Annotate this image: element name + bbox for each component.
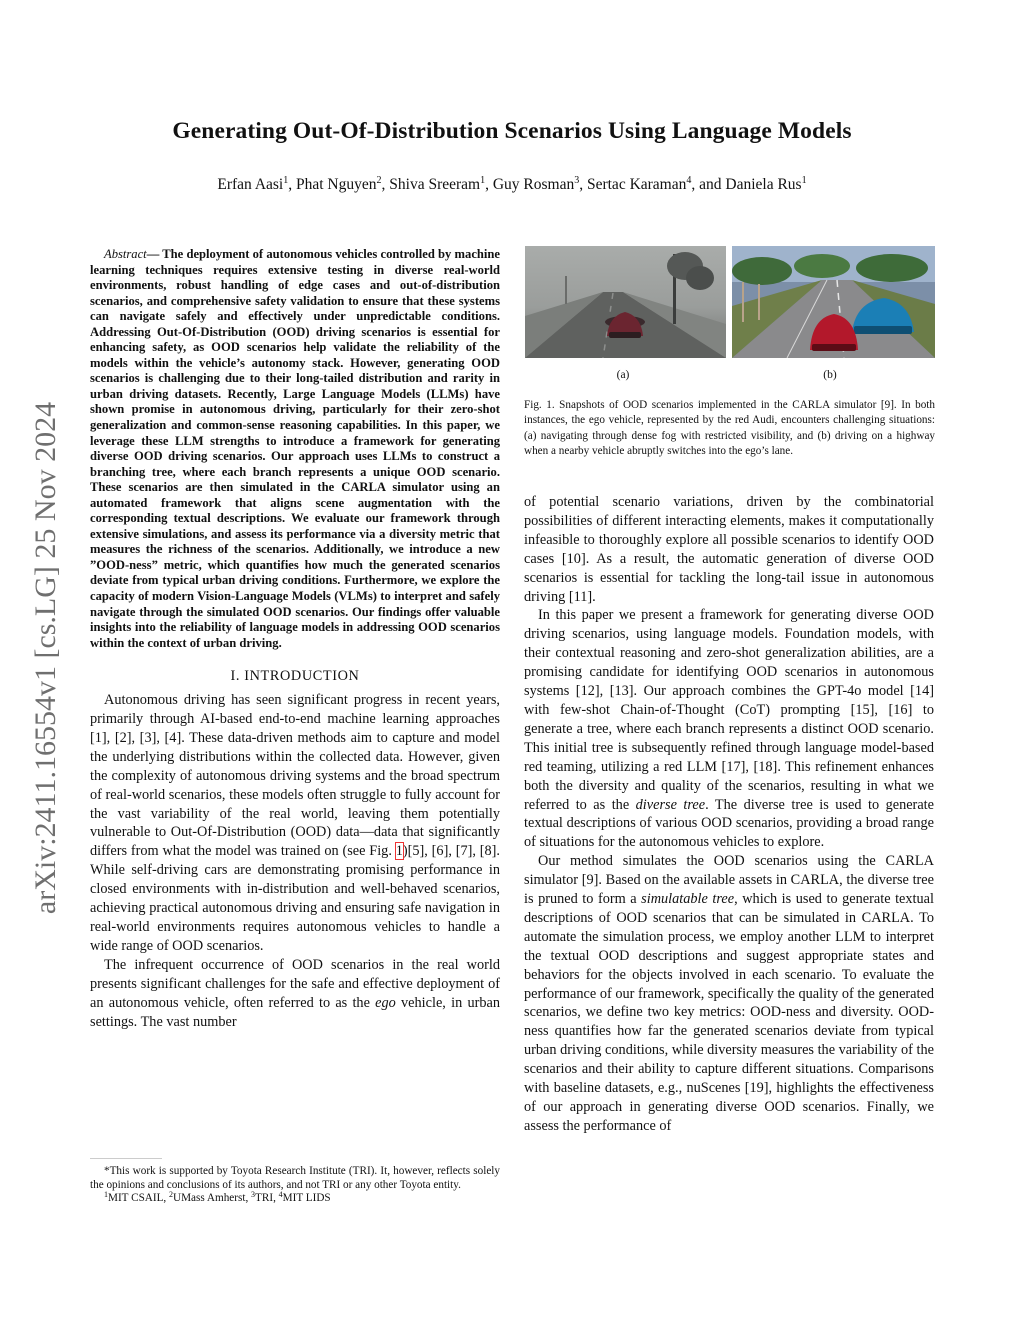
intro-paragraph-2: The infrequent occurrence of OOD scenarios in the real world presents significant challenges for the safe and effective deployment of an autonomous vehicle, often referred to as the ego vehicle, in urban settings. The vast number (90, 956, 500, 1030)
author: Phat Nguyen$^2$, (296, 175, 390, 193)
figure-panel-highway (732, 246, 935, 358)
intro-paragraph-2-continued: of potential scenario variations, driven by the combinatorial possibilities of different interacting elements, makes it computationally infeasible to thoroughly explore all possible scenarios to identify OOD cases [10]. As a result, the automatic generation of diverse OOD scenarios is essential for tackling the long-tail issue in autonomous driving [11]. (524, 494, 934, 605)
fog-scene-image (525, 246, 726, 358)
author: Shiva Sreeram$^1$, (389, 175, 493, 193)
subfigure-label-a: (a) (616, 369, 630, 381)
intro-paragraph-3: In this paper we present a framework for generating diverse OOD driving scenarios, using language models. Foundation models, with their contextual reasoning and zero-shot generalization abilities, are a promising candidate for identifying OOD scenarios in autonomous systems [12], [13]. Our approach combines the GPT-4o model [14] with few-shot Chain-of-Thought (CoT) prompting [15], [16] to generate a tree, where each branch represents a distinct OOD scenario. This initial tree is subsequently refined through language model-based red teaming, utilizing a red LLM [17], [18]. This refinement enhances both the diversity and quality of the scenarios, resulting in what we referred to as the diverse tree. The diverse tree is used to generate textual descriptions of various OOD scenarios, providing a broad range of situations for the autonomous vehicles to explore. (524, 607, 934, 851)
figure-1-link[interactable]: 1 (395, 843, 403, 860)
paper-title: Generating Out-Of-Distribution Scenarios Using Language Models (172, 118, 852, 144)
section-heading-introduction: I. INTRODUCTION (230, 668, 360, 685)
abstract-label: Abstract (104, 247, 147, 261)
highway-scene-image (732, 246, 935, 358)
footnotes (90, 1165, 500, 1206)
caption-text: Fig. 1. Snapshots of OOD scenarios implemented in the CARLA simulator [9]. In both instances, the ego vehicle, represented by the red Audi, encounters challenging situations: (a) navigating through dense fog with restricted visibility, and (b) driving on a highway when a nearby vehicle abruptly switches into the ego’s lane. (524, 399, 935, 457)
intro-paragraph-1: Autonomous driving has seen significant progress in recent years, primarily through AI-based end-to-end machine learning approaches [1], [2], [3], [4]. These data-driven methods aim to capture and model the underlying distributions within the collected data. However, given the complexity of autonomous driving systems and the broad spectrum of real-world scenarios, these models often struggle to fully account for the vast variability of the real world, leaving them potentially vulnerable to Out-Of-Distribution (OOD) data—data that significantly differs from what the model was trained on (see Fig. 1)[5], [6], [7], [8]. While self-driving cars are demonstrating promising performance in closed environments with in-distribution and well-behaved scenarios, achieving practical autonomous driving and ensuring safe navigation in real-world environments requires autonomous vehicles to handle a wide range of OOD scenarios. (90, 692, 500, 954)
author: Daniela Rus$^1$ (725, 175, 807, 193)
abstract: Abstract— The deployment of autonomous vehicles controlled by machine learning techniques requires extensive testing in diverse real-world environments, robust handling of edge cases and out-of-distribution scenarios, and comprehensive safety validation to ensure that these systems can navigate safely and effectively under unpredictable conditions. Addressing Out-Of-Distribution (OOD) driving scenarios is essential for enhancing safety, as OOD scenarios help validate the reliability of the models within the vehicle’s autonomy stack. However, generating OOD scenarios is challenging due to their long-tailed distribution and rarity in urban driving datasets. Recently, Large Language Models (LLMs) have shown promise in autonomous driving, particularly for their zero-shot generalization and common-sense reasoning capabilities. In this paper, we leverage these LLM strengths to introduce a framework for generating diverse OOD driving scenarios. Our approach uses LLMs to construct a branching tree, where each branch represents a unique OOD scenario. These scenarios are then simulated in the CARLA simulator using an automated framework that aligns scene augmentation with the corresponding textual descriptions. We evaluate our framework through extensive simulations, and assess its performance via a diversity metric that measures the richness of the scenarios. Additionally, we introduce a new ”OOD-ness” metric, which quantifies how much the generated scenarios deviate from typical urban driving conditions. Furthermore, we explore the capacity of modern Vision-Language Models (VLMs) to interpret and safely navigate through the simulated OOD scenarios. Our findings offer valuable insights into the reliability of language models in addressing OOD scenarios within the context of urban driving. (90, 247, 501, 650)
subfigure-label-b: (b) (823, 369, 837, 381)
author: Sertac Karaman$^4$, and (586, 175, 726, 193)
left-column (90, 247, 500, 1031)
footnote-divider (90, 1158, 162, 1159)
abstract-text: The deployment of autonomous vehicles controlled by machine learning techniques requires extensive testing in diverse real-world environments, robust handling of edge cases and out-of-distribution scenarios, and comprehensive safety validation to ensure that these systems can navigate safely and effectively under unpredictable conditions. Addressing Out-Of-Distribution (OOD) driving scenarios is essential for enhancing safety, as OOD scenarios help validate the reliability of the models within the vehicle’s autonomy stack. However, generating OOD scenarios is challenging due to their long-tailed distribution and rarity in urban driving datasets. Recently, Large Language Models (LLMs) have shown promise in autonomous driving, particularly for their zero-shot generalization and common-sense reasoning capabilities. In this paper, we leverage these LLM strengths to introduce a framework for generating diverse OOD driving scenarios. Our approach uses LLMs to construct a branching tree, where each branch represents a unique OOD scenario. These scenarios are then simulated in the CARLA simulator using an automated framework that aligns scene augmentation with the corresponding textual descriptions. We evaluate our framework through extensive simulations, and assess its performance via a diversity metric that measures the richness of the scenarios. Additionally, we introduce a new ”OOD-ness” metric, which quantifies how much the generated scenarios deviate from typical urban driving conditions. Furthermore, we explore the capacity of modern Vision-Language Models (VLMs) to interpret and safely navigate through the simulated OOD scenarios. Our findings offer valuable insights into the reliability of language models in addressing OOD scenarios within the context of urban driving. (90, 247, 501, 650)
figure-panel-fog (525, 246, 726, 358)
right-column (524, 493, 934, 1136)
arxiv-id-text: arXiv:2411.16554v1 [cs.LG] 25 Nov 2024 (29, 401, 62, 914)
figure-caption (524, 398, 935, 459)
intro-paragraph-4: Our method simulates the OOD scenarios using the CARLA simulator [9]. Based on the available assets in CARLA, the diverse tree is pruned to form a simulatable tree, which is used to generate textual descriptions of OOD scenarios that can be simulated in CARLA. To automate the simulation process, we employ another LLM to interpret the textual OOD descriptions and suggest appropriate states and behaviors for the objects involved in each scenario. To evaluate the performance of our framework, specifically the quality of the generated scenarios, we define two key metrics: OOD-ness and diversity. OOD-ness quantifies how far the generated scenarios deviate from typical urban driving conditions, while diversity measures the variability of the scenarios and their ability to capture different situations. Comparisons with baseline datasets, e.g., nuScenes [19], highlights the effectiveness of our approach in generating diverse OOD scenarios. Finally, we assess the performance of (524, 853, 934, 1134)
author: Erfan Aasi$^1$, (217, 175, 296, 193)
author-list (0, 176, 1024, 194)
arxiv-identifier (26, 350, 66, 965)
affiliation-footnote: $^1$MIT CSAIL, $^2$UMass Amherst, $^3$TRI, $^4$MIT LIDS (104, 1190, 331, 1205)
funding-footnote: *This work is supported by Toyota Research Institute (TRI). It, however, reflects solely the opinions and conclusions of its authors, and not TRI or any other Toyota entity. (90, 1165, 500, 1191)
author: Guy Rosman$^3$, (492, 175, 587, 193)
